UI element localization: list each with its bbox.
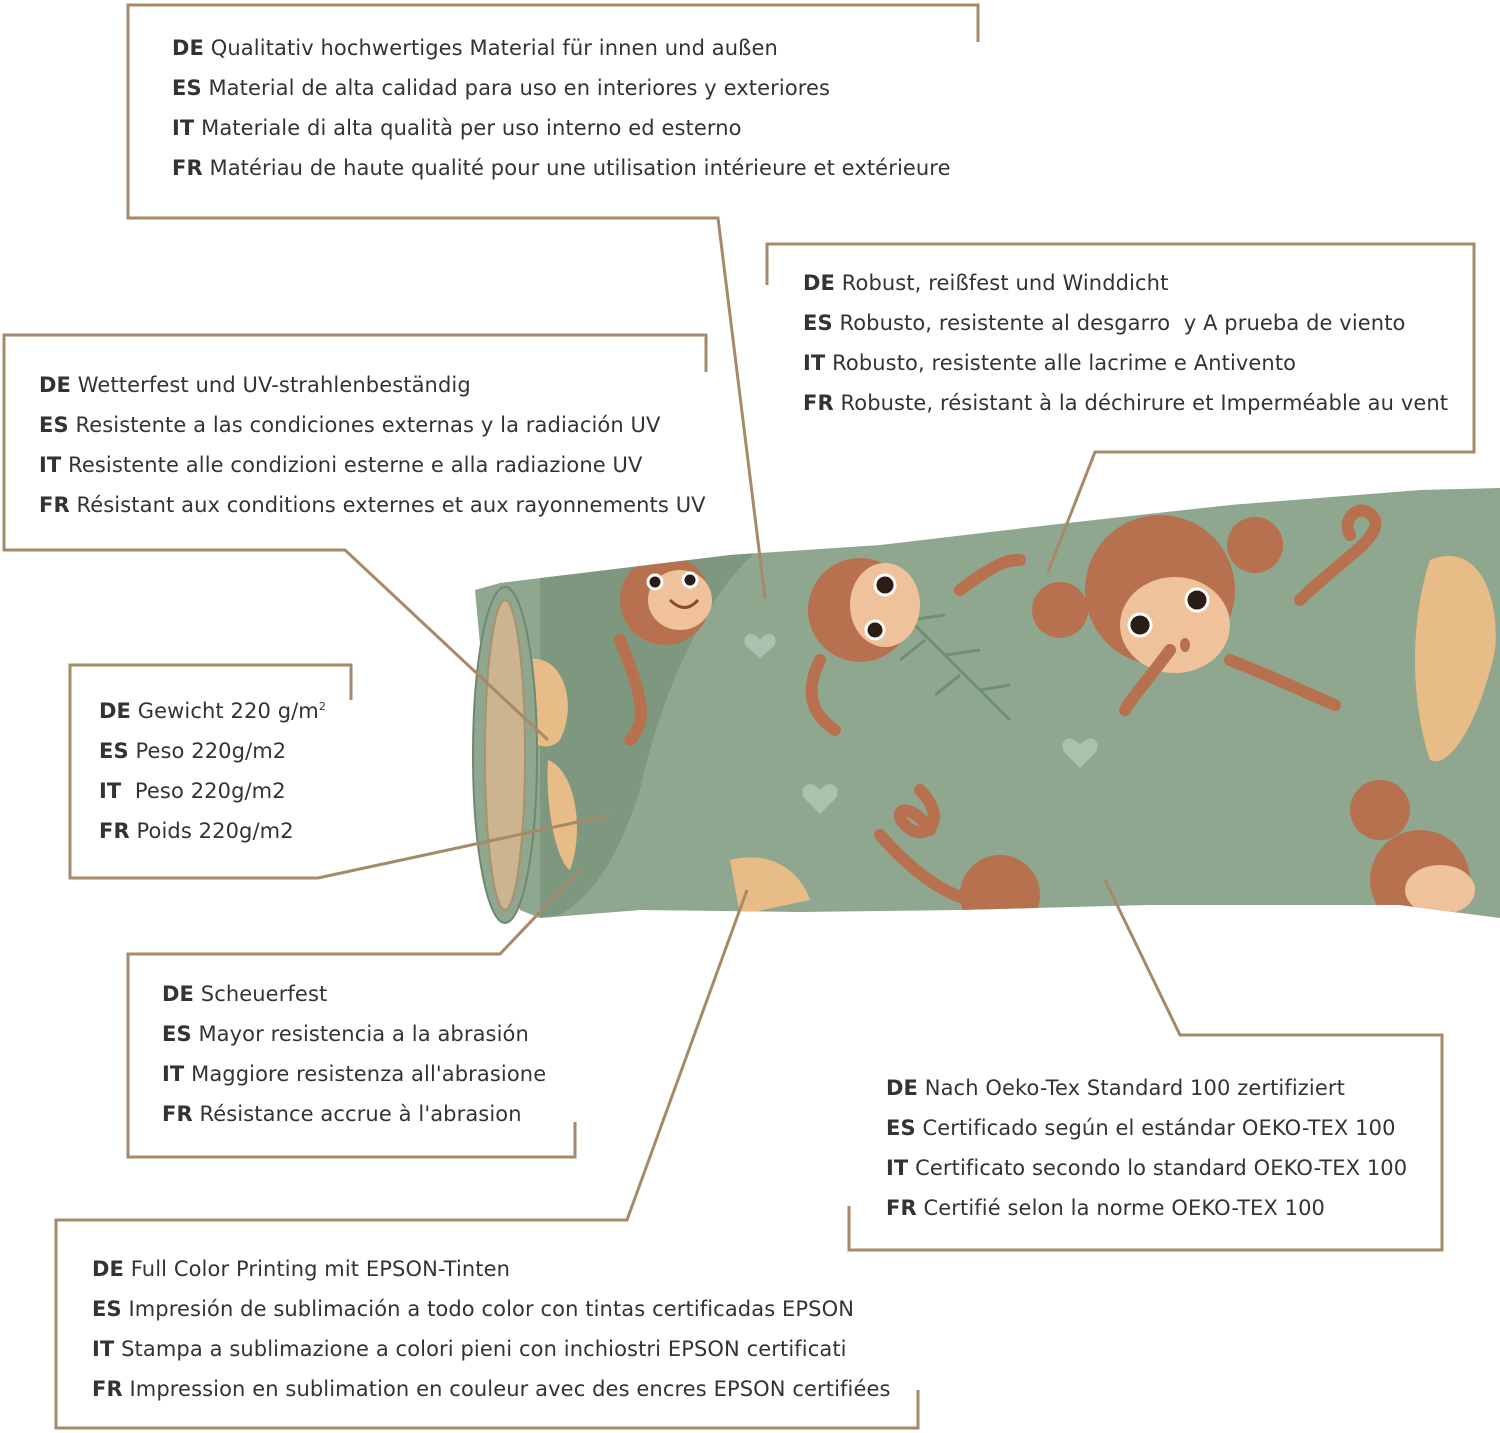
- callout-row: DE Scheuerfest: [162, 982, 328, 1006]
- callout-oeko-tex: [886, 1068, 1407, 1228]
- callout-row: FR Certifié selon la norme OEKO-TEX 100: [886, 1196, 1326, 1220]
- callout-row: FR Impression en sublimation en couleur avec des encres EPSON certifiées: [92, 1377, 891, 1401]
- callout-row: FR Matériau de haute qualité pour une utilisation intérieure et extérieure: [172, 156, 951, 180]
- callout-row: ES Certificado según el estándar OEKO-TEX 100: [886, 1116, 1396, 1140]
- callout-printing: [92, 1249, 891, 1409]
- callout-row: ES Robusto, resistente al desgarro y A prueba de viento: [803, 311, 1406, 335]
- callout-row: IT Materiale di alta qualità per uso interno ed esterno: [172, 116, 742, 140]
- callout-row: DE Qualitativ hochwertiges Material für innen und außen: [172, 36, 778, 60]
- callout-abrasion: [162, 974, 546, 1134]
- callout-row: DE Gewicht 220 $g/m^2$: [99, 699, 326, 723]
- callout-row: IT Peso 220g/m2: [99, 779, 286, 803]
- callout-row: DE Nach Oeko-Tex Standard 100 zertifiziert: [886, 1076, 1345, 1100]
- callout-row: ES Impresión de sublimación a todo color con tintas certificadas EPSON: [92, 1297, 855, 1321]
- callout-material: [172, 28, 951, 188]
- superscript: 2: [318, 700, 326, 713]
- callout-row: FR Poids 220g/m2: [99, 819, 294, 843]
- callout-row: ES Mayor resistencia a la abrasión: [162, 1022, 529, 1046]
- callout-row: IT Maggiore resistenza all'abrasione: [162, 1062, 547, 1086]
- callout-weather: [39, 365, 706, 525]
- callout-row: IT Certificato secondo lo standard OEKO-TEX 100: [886, 1156, 1408, 1180]
- callout-row: FR Robuste, résistant à la déchirure et Imperméable au vent: [803, 391, 1449, 415]
- callout-row: ES Resistente a las condiciones externas y la radiación UV: [39, 413, 661, 437]
- fabric-roll: [473, 488, 1500, 935]
- callout-row: DE Full Color Printing mit EPSON-Tinten: [92, 1257, 511, 1281]
- callout-row: FR Résistance accrue à l'abrasion: [162, 1102, 522, 1126]
- callout-row: DE Robust, reißfest und Winddicht: [803, 271, 1169, 295]
- callout-row: ES Peso 220g/m2: [99, 739, 287, 763]
- callout-weight: [99, 691, 326, 851]
- callout-row: IT Resistente alle condizioni esterne e alla radiazione UV: [39, 453, 643, 477]
- cardboard-core: [485, 600, 525, 910]
- callout-row: ES Material de alta calidad para uso en interiores y exteriores: [172, 76, 831, 100]
- callout-row: FR Résistant aux conditions externes et aux rayonnements UV: [39, 493, 706, 517]
- callout-row: IT Stampa a sublimazione a colori pieni con inchiostri EPSON certificati: [92, 1337, 847, 1361]
- callout-row: IT Robusto, resistente alle lacrime e Antivento: [803, 351, 1297, 375]
- callout-robust: [803, 263, 1448, 423]
- callout-row: DE Wetterfest und UV-strahlenbeständig: [39, 373, 471, 397]
